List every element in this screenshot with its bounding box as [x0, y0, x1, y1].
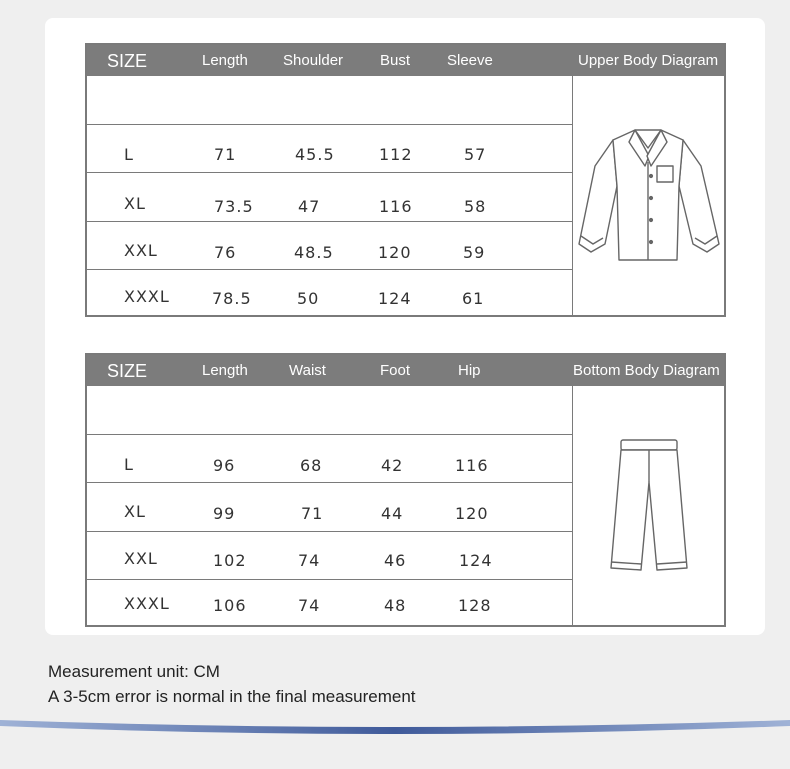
header-size: SIZE — [107, 51, 148, 71]
bottom-body-diagram — [573, 386, 724, 625]
measurement-error-note: A 3-5cm error is normal in the final measurement — [48, 687, 416, 706]
cell-foot: 42 — [381, 456, 404, 475]
cell-hip: 124 — [459, 551, 493, 570]
cell-size: XXXL — [124, 594, 170, 613]
cell-foot: 44 — [381, 504, 404, 523]
upper-body-diagram — [573, 76, 724, 315]
measurement-notes — [48, 659, 416, 709]
cell-hip: 120 — [455, 504, 489, 523]
header-diagram: Bottom Body Diagram — [573, 362, 720, 379]
cell-waist: 74 — [298, 596, 321, 615]
cell-length: 102 — [213, 551, 247, 570]
measurement-unit-note: Measurement unit: CM — [48, 662, 220, 681]
row-divider — [87, 172, 572, 173]
cell-length: 99 — [213, 504, 236, 523]
row-divider — [87, 221, 572, 222]
cell-sleeve: 57 — [464, 145, 487, 164]
shirt-icon — [575, 126, 725, 266]
cell-length: 76 — [214, 243, 237, 262]
cell-size: XXL — [124, 549, 158, 568]
pants-icon — [603, 436, 693, 586]
header-sleeve: Sleeve — [447, 52, 493, 69]
decorative-band — [0, 712, 790, 752]
cell-foot: 46 — [384, 551, 407, 570]
cell-length: 71 — [214, 145, 237, 164]
row-divider — [87, 124, 572, 125]
cell-shoulder: 50 — [297, 289, 320, 308]
row-divider — [87, 434, 572, 435]
header-length: Length — [202, 362, 248, 379]
cell-sleeve: 61 — [462, 289, 485, 308]
row-divider — [87, 269, 572, 270]
cell-size: L — [124, 145, 134, 164]
row-divider — [87, 579, 572, 580]
cell-sleeve: 59 — [463, 243, 486, 262]
header-hip: Hip — [458, 362, 481, 379]
header-waist: Waist — [289, 362, 326, 379]
cell-shoulder: 47 — [298, 197, 321, 216]
row-divider — [87, 482, 572, 483]
cell-sleeve: 58 — [464, 197, 487, 216]
cell-hip: 128 — [458, 596, 492, 615]
cell-size: XXL — [124, 241, 158, 260]
cell-length: 73.5 — [214, 197, 254, 216]
upper-size-table — [85, 43, 726, 317]
cell-shoulder: 45.5 — [295, 145, 335, 164]
cell-length: 106 — [213, 596, 247, 615]
row-divider — [87, 531, 572, 532]
cell-length: 78.5 — [212, 289, 252, 308]
cell-bust: 124 — [378, 289, 412, 308]
cell-size: L — [124, 455, 134, 474]
table-header — [87, 355, 724, 386]
cell-foot: 48 — [384, 596, 407, 615]
cell-length: 96 — [213, 456, 236, 475]
header-bust: Bust — [380, 52, 411, 69]
header-diagram: Upper Body Diagram — [578, 52, 719, 69]
cell-size: XXXL — [124, 287, 170, 306]
header-size: SIZE — [107, 361, 148, 381]
lower-size-table — [85, 353, 726, 627]
table-header — [87, 45, 724, 76]
cell-waist: 68 — [300, 456, 323, 475]
cell-hip: 116 — [455, 456, 489, 475]
header-length: Length — [202, 52, 248, 69]
cell-waist: 74 — [298, 551, 321, 570]
cell-bust: 120 — [378, 243, 412, 262]
cell-bust: 116 — [379, 197, 413, 216]
cell-size: XL — [124, 194, 146, 213]
cell-waist: 71 — [301, 504, 324, 523]
cell-bust: 112 — [379, 145, 413, 164]
header-shoulder: Shoulder — [283, 52, 344, 69]
cell-size: XL — [124, 502, 146, 521]
cell-shoulder: 48.5 — [294, 243, 334, 262]
header-foot: Foot — [380, 362, 411, 379]
